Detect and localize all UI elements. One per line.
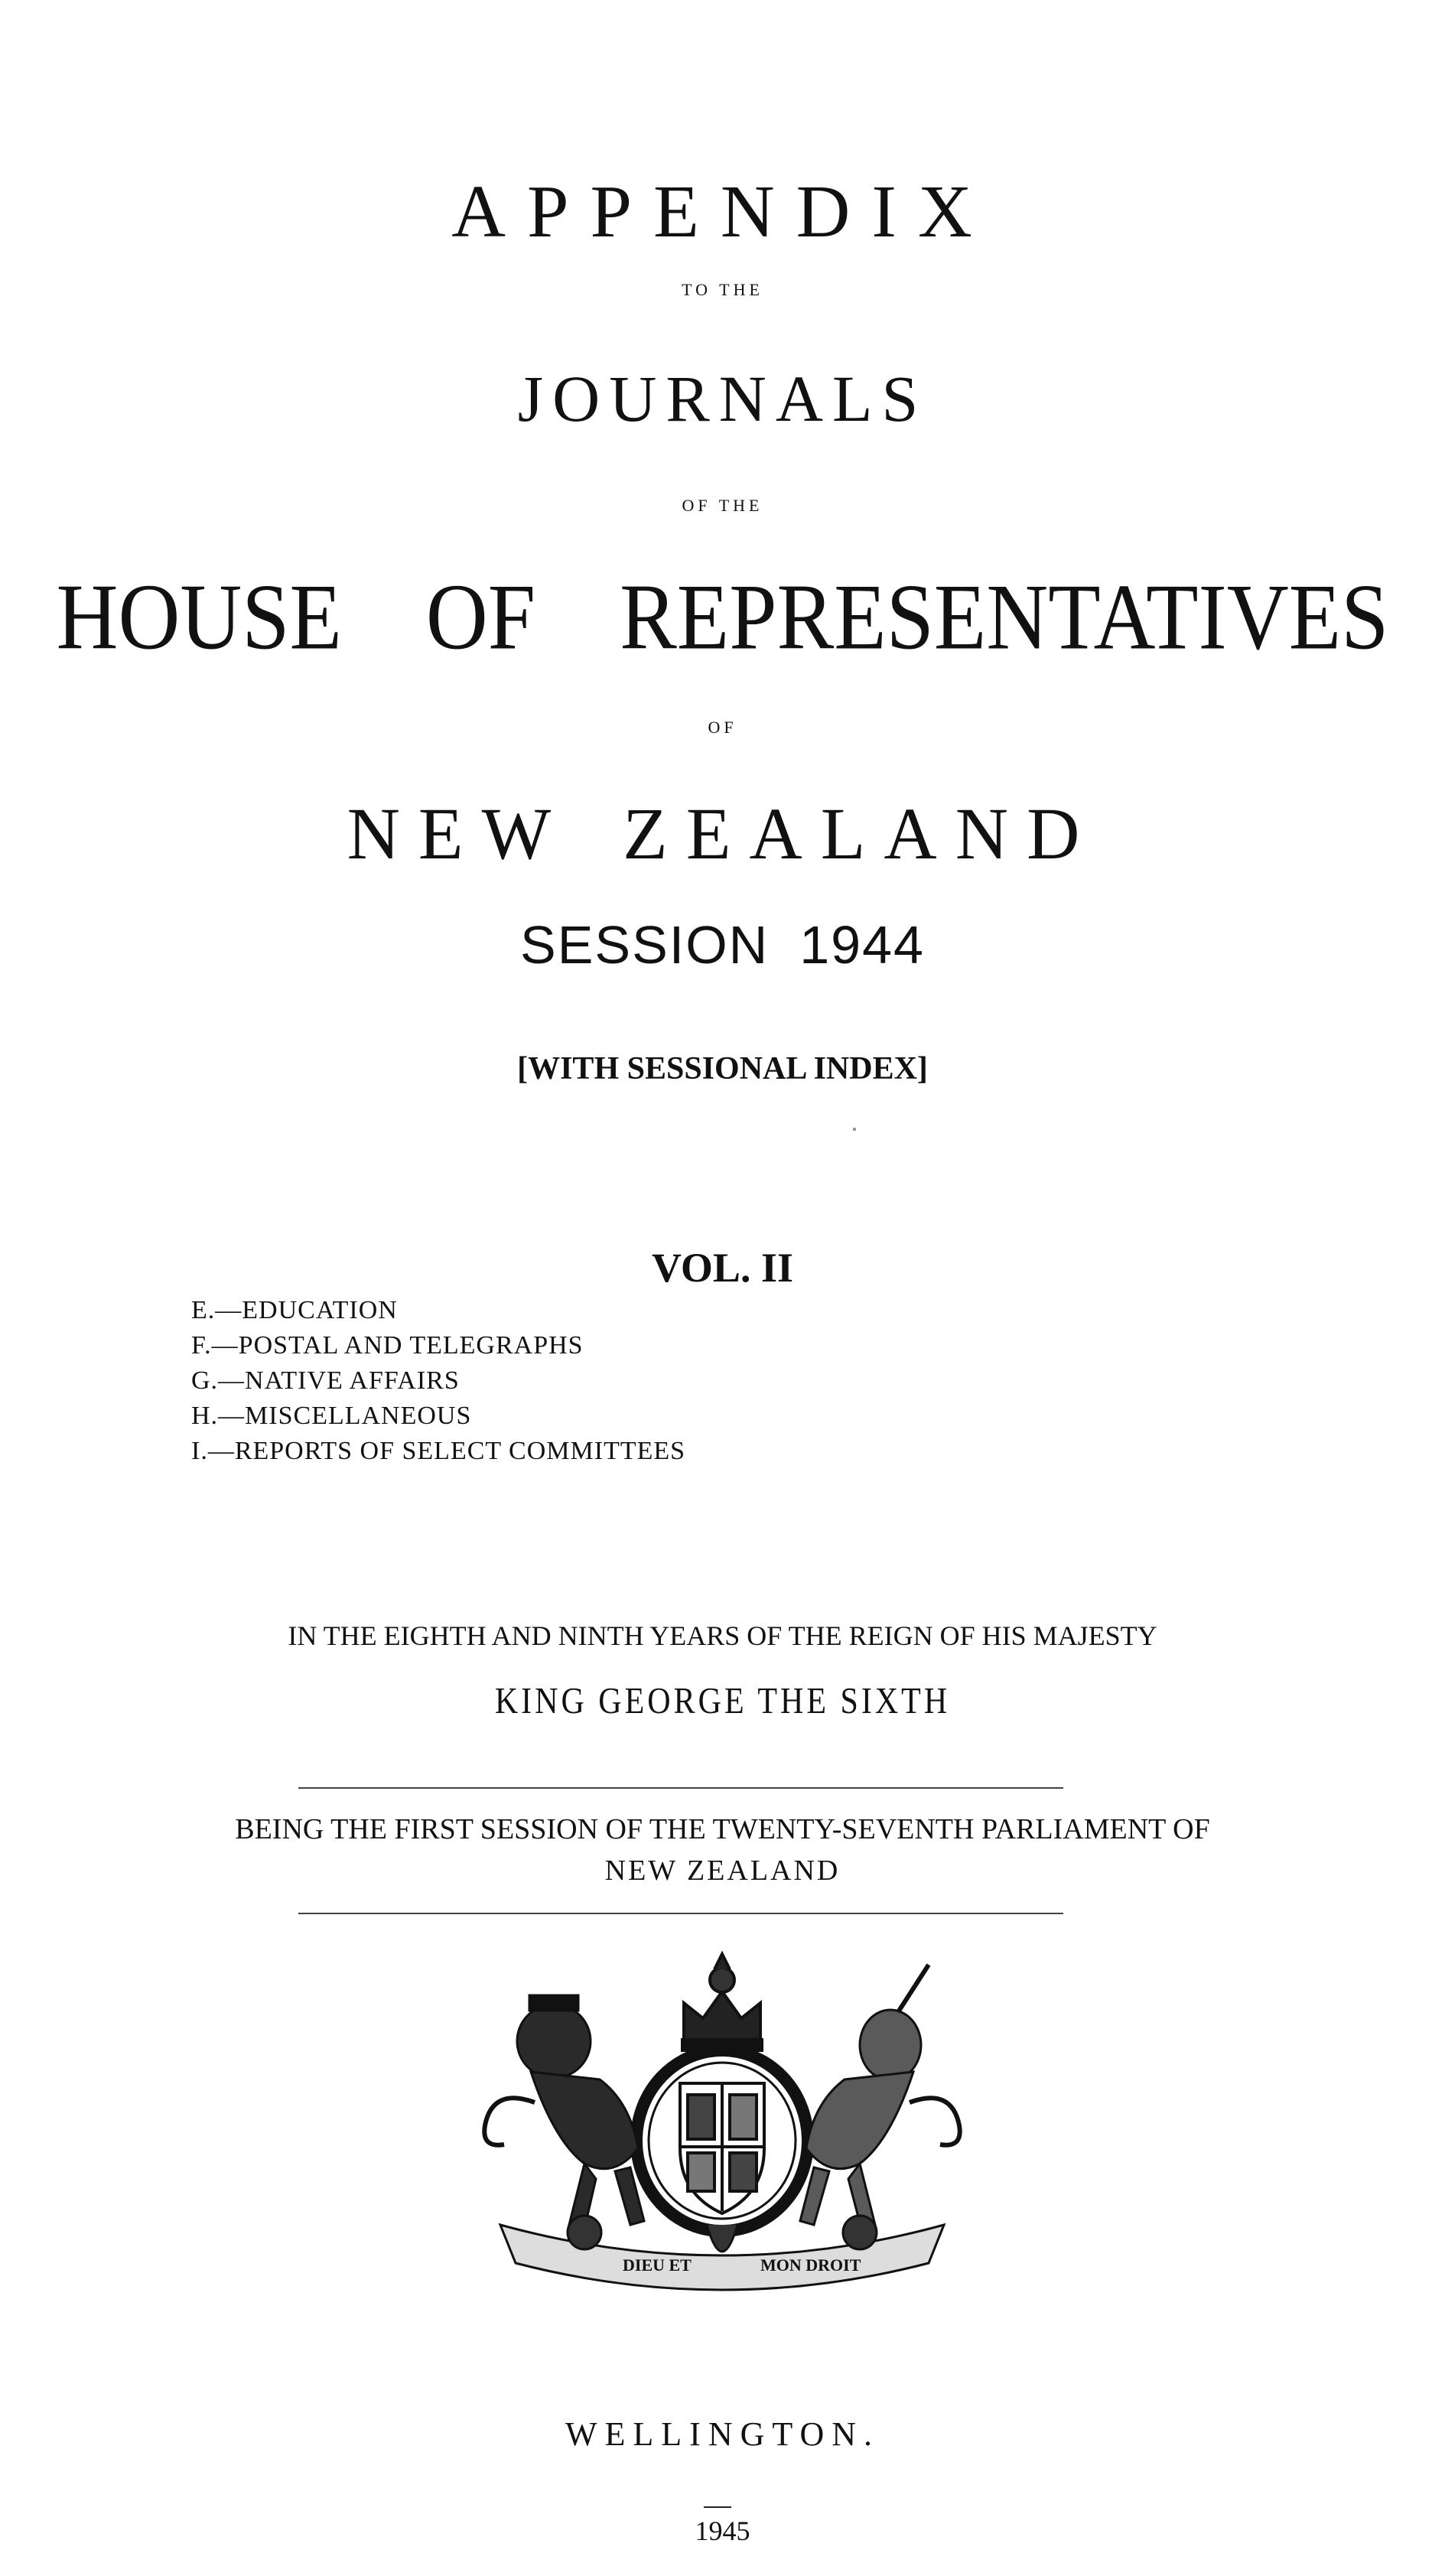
country-heading bbox=[0, 793, 1445, 874]
contents-item: F.—POSTAL AND TELEGRAPHS bbox=[191, 1331, 584, 1360]
of-the-label: OF THE bbox=[682, 496, 763, 515]
new-word: NEW bbox=[347, 793, 570, 874]
bottom-rule bbox=[298, 1913, 1063, 1914]
contents-item: E.—EDUCATION bbox=[191, 1296, 398, 1324]
year-dash bbox=[704, 2506, 731, 2508]
representatives-word: REPRESENTATIVES bbox=[620, 565, 1389, 669]
shield-icon bbox=[680, 2083, 764, 2213]
contents-item: G.—NATIVE AFFAIRS bbox=[191, 1366, 460, 1395]
publication-year: 1945 bbox=[695, 2516, 750, 2546]
contents-list bbox=[191, 1293, 685, 1469]
house-word: HOUSE bbox=[56, 565, 342, 669]
session-label: SESSION bbox=[520, 915, 770, 975]
unicorn-supporter-icon bbox=[800, 1965, 960, 2229]
motto-right: MON DROIT bbox=[760, 2255, 861, 2275]
session-heading bbox=[0, 915, 1445, 975]
crown-icon bbox=[682, 1954, 762, 2050]
volume-heading: VOL. II bbox=[652, 1245, 793, 1291]
contents-item: I.—REPORTS OF SELECT COMMITTEES bbox=[191, 1437, 686, 1465]
compartment bbox=[500, 2216, 944, 2290]
parliament-line-country: NEW ZEALAND bbox=[604, 1855, 841, 1887]
king-line: KING GEORGE THE SIXTH bbox=[494, 1681, 951, 1722]
print-speck bbox=[853, 1128, 856, 1131]
reign-line: IN THE EIGHTH AND NINTH YEARS OF THE REIGN OF HIS MAJESTY bbox=[288, 1620, 1157, 1651]
of-label: OF bbox=[708, 718, 737, 737]
parliament-line: BEING THE FIRST SESSION OF THE TWENTY-SEVENTH PARLIAMENT OF bbox=[235, 1813, 1210, 1845]
to-the-label: TO THE bbox=[682, 280, 763, 299]
journals-heading: JOURNALS bbox=[517, 362, 928, 435]
contents-item: H.—MISCELLANEOUS bbox=[191, 1402, 472, 1430]
lion-supporter-icon bbox=[484, 1995, 644, 2229]
of-word: OF bbox=[425, 565, 536, 669]
zealand-word: ZEALAND bbox=[623, 793, 1098, 874]
top-rule bbox=[298, 1787, 1063, 1789]
sessional-index-note: [WITH SESSIONAL INDEX] bbox=[517, 1051, 928, 1086]
appendix-heading: APPENDIX bbox=[451, 171, 994, 253]
publication-place: WELLINGTON. bbox=[565, 2415, 880, 2453]
motto-left: DIEU ET bbox=[623, 2255, 692, 2275]
session-year: 1944 bbox=[799, 915, 925, 975]
house-heading bbox=[0, 565, 1445, 669]
royal-coat-of-arms bbox=[439, 1949, 1005, 2317]
